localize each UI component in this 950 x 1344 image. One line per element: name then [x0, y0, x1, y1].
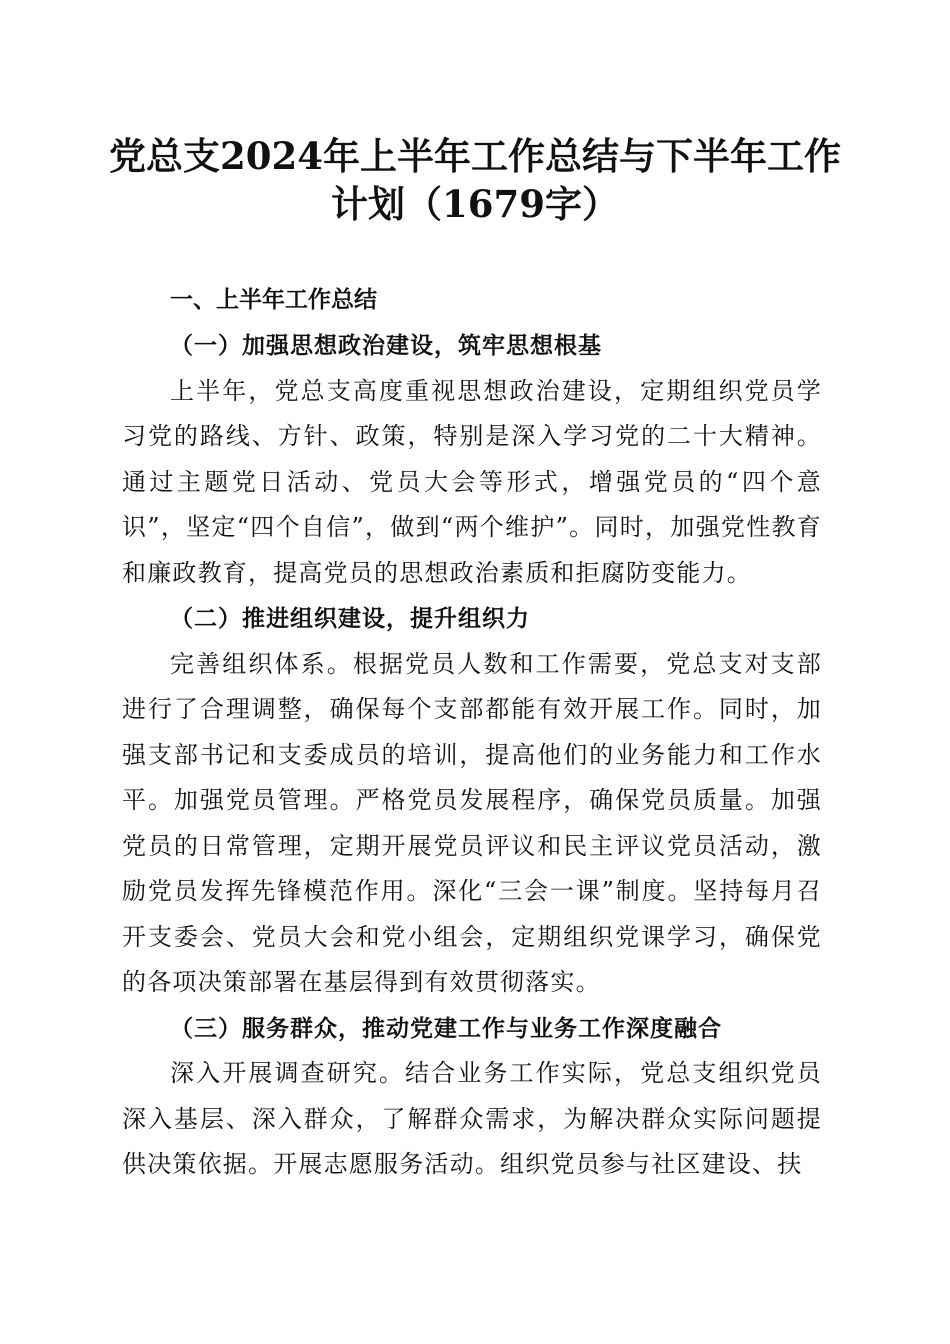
paragraph-2: 完善组织体系。根据党员人数和工作需要，党总支对支部进行了合理调整，确保每个支部都能有效开展工作。同时，加强支部书记和支委成员的培训，提高他们的业务能力和工作水平。加强党员管理。严格党员发展程序，确保党员质量。加强党员的日常管理，定期开展党员评议和民主评议党员活动，激励党员发挥先锋模范作用。深化“三会一课”制度。坚持每月召开支委会、党员大会和党小组会，定期组织党课学习，确保党的各项决策部署在基层得到有效贯彻落实。: [122, 649, 822, 996]
subsection-heading-3: （三）服务群众，推动党建工作与业务工作深度融合: [170, 1014, 722, 1042]
document-title: [100, 132, 850, 228]
section-heading: 一、上半年工作总结: [170, 287, 377, 313]
title-line-2: 计划（1679字）: [331, 182, 619, 226]
document-body: [122, 278, 822, 1188]
title-line-1: 党总支2024年上半年工作总结与下半年工作: [109, 134, 841, 178]
paragraph-3: 深入开展调查研究。结合业务工作实际，党总支组织党员深入基层、深入群众，了解群众需求，为解决群众实际问题提供决策依据。开展志愿服务活动。组织党员参与社区建设、扶: [122, 1059, 822, 1178]
paragraph-1: 上半年，党总支高度重视思想政治建设，定期组织党员学习党的路线、方针、政策，特别是深入学习党的二十大精神。通过主题党日活动、党员大会等形式，增强党员的“四个意识”，坚定“四个自信”，做到“两个维护”。同时，加强党性教育和廉政教育，提高党员的思想政治素质和拒腐防变能力。: [122, 376, 822, 587]
subsection-heading-2: （二）推进组织建设，提升组织力: [170, 605, 530, 632]
subsection-heading-1: （一）加强思想政治建设，筑牢思想根基: [170, 332, 602, 359]
